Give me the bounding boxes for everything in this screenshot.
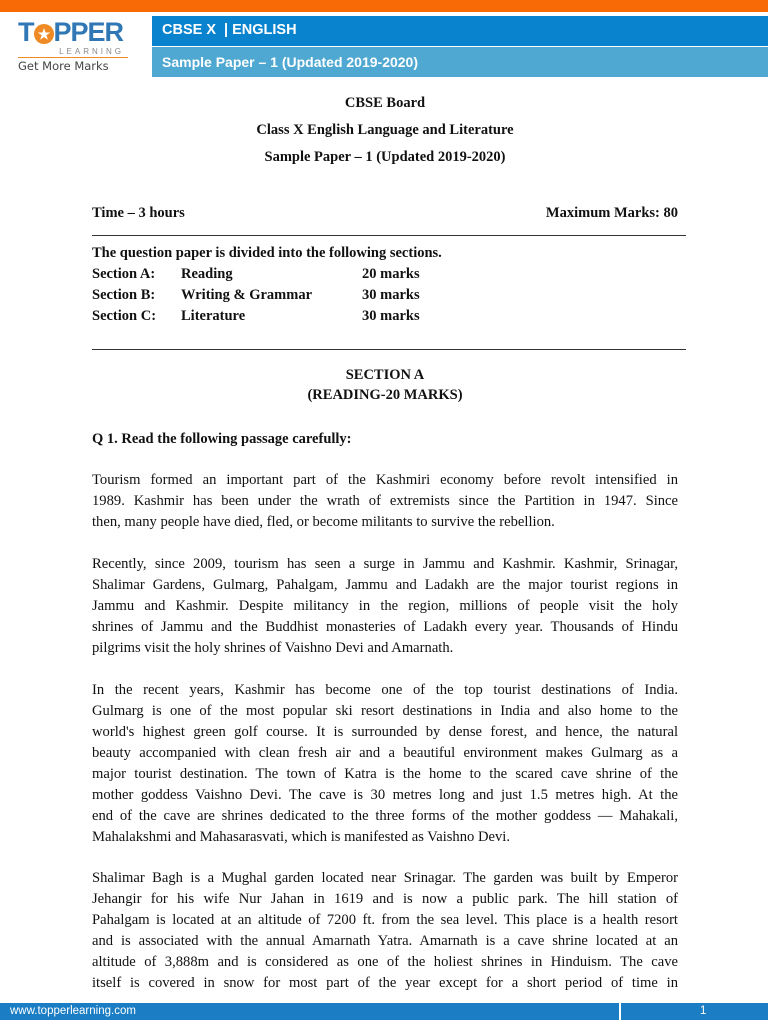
passage-paragraph-4 xyxy=(92,868,678,994)
passage-paragraph-2 xyxy=(92,554,678,659)
text-line: world's highest green golf course. It is surrounded by dense forest, and hence, the natural xyxy=(92,724,678,740)
section-name: Literature xyxy=(181,308,246,324)
logo-sub: LEARNING xyxy=(18,46,128,58)
text-line: shrines of Jammu and the Buddhist monasteries of Ladakh every year. Thousands of Hindu xyxy=(92,619,678,635)
text-line: Tourism formed an important part of the Kashmiri economy before revolt intensified in xyxy=(92,472,678,488)
question-heading: Q 1. Read the following passage carefully: xyxy=(92,431,352,447)
text-line: and is associated with the annual Amarnath Yatra. Amarnath is a cave shrine located at an xyxy=(92,933,678,949)
text-line: pilgrims visit the holy shrines of Vaishno Devi and Amarnath. xyxy=(92,640,454,656)
footer-separator xyxy=(619,1003,621,1020)
logo-tagline: Get More Marks xyxy=(18,59,109,73)
section-label: Section C: xyxy=(92,308,157,324)
section-name: Writing & Grammar xyxy=(181,287,313,303)
text-line: beauty accompanied with clean fresh air and a beautiful environment makes Gulmarg as a xyxy=(92,745,678,761)
topper-logo xyxy=(18,18,128,76)
text-line: Shalimar Gardens, Gulmarg, Pahalgam, Jammu and Ladakh are the major tourist regions in xyxy=(92,577,678,593)
logo-wordmark: T ★ PPER xyxy=(18,17,124,47)
text-line: Mahalakshmi and Mahasarasvati, which is manifested as Vaishno Devi. xyxy=(92,829,510,845)
text-line: Gulmarg is one of the most popular ski resort destinations in India and also home to the xyxy=(92,703,678,719)
text-line: altitude of 3,888m and is considered as one of the holiest shrines in Hinduism. The cave xyxy=(92,954,678,970)
section-label: Section B: xyxy=(92,287,156,303)
text-line: end of the cave are shrines dedicated to the three forms of the mother goddess — Mahakali, xyxy=(92,808,678,824)
section-a-subtitle: (READING-20 MARKS) xyxy=(307,387,463,403)
passage-paragraph-3 xyxy=(92,680,678,848)
title-class: Class X English Language and Literature xyxy=(256,122,514,138)
section-label: Section A: xyxy=(92,266,156,282)
sections-intro: The question paper is divided into the following sections. xyxy=(92,245,442,261)
max-marks: Maximum Marks: 80 xyxy=(545,205,678,221)
divider xyxy=(92,235,686,236)
section-marks: 30 marks xyxy=(362,287,420,303)
section-name: Reading xyxy=(181,266,233,282)
text-line: Recently, since 2009, tourism has seen a surge in Jammu and Kashmir. Kashmir, Srinagar, xyxy=(92,556,678,572)
text-line: Pahalgam is located at an altitude of 7200 ft. from the sea level. This place is a health resort xyxy=(92,912,678,928)
title-paper: Sample Paper – 1 (Updated 2019-2020) xyxy=(264,149,506,165)
footer-url[interactable]: www.topperlearning.com xyxy=(10,1005,136,1017)
text-line: Jehangir for his wife Nur Jahan in 1619 and is now a public park. The hill station of xyxy=(92,891,678,907)
text-line: mother goddess Vaishno Devi. The cave is 30 metres long and just 1.5 metres high. At the xyxy=(92,787,678,803)
divider xyxy=(92,349,686,350)
text-line: major tourist destination. The town of Katra is the home to the scared cave shrine of the xyxy=(92,766,678,782)
header-paper: Sample Paper – 1 (Updated 2019-2020) xyxy=(152,47,768,77)
title-board: CBSE Board xyxy=(344,95,426,111)
text-line: 1989. Kashmir has been under the wrath of extremists since the Partition in 1947. Since xyxy=(92,493,678,509)
text-line: In the recent years, Kashmir has become one of the top tourist destinations of India. xyxy=(92,682,678,698)
text-line: Jammu and Kashmir. Despite militancy in the region, millions of people visit the holy xyxy=(92,598,678,614)
top-accent-bar xyxy=(0,0,768,12)
page-number: 1 xyxy=(700,1005,707,1017)
text-line: Shalimar Bagh is a Mughal garden located near Srinagar. The garden was built by Emperor xyxy=(92,870,678,886)
time-label: Time – 3 hours xyxy=(92,205,185,221)
section-marks: 30 marks xyxy=(362,308,420,324)
text-line: then, many people have died, fled, or become militants to survive the rebellion. xyxy=(92,514,555,530)
footer-bar xyxy=(0,1003,768,1020)
text-line: itself is covered in snow for most part of the year except for a short period of time in xyxy=(92,975,678,991)
passage-paragraph-1 xyxy=(92,470,678,533)
section-a-title: SECTION A xyxy=(345,367,425,383)
star-icon: ★ xyxy=(34,24,54,44)
section-marks: 20 marks xyxy=(362,266,420,282)
header-subject: CBSE X | ENGLISH xyxy=(152,16,768,46)
